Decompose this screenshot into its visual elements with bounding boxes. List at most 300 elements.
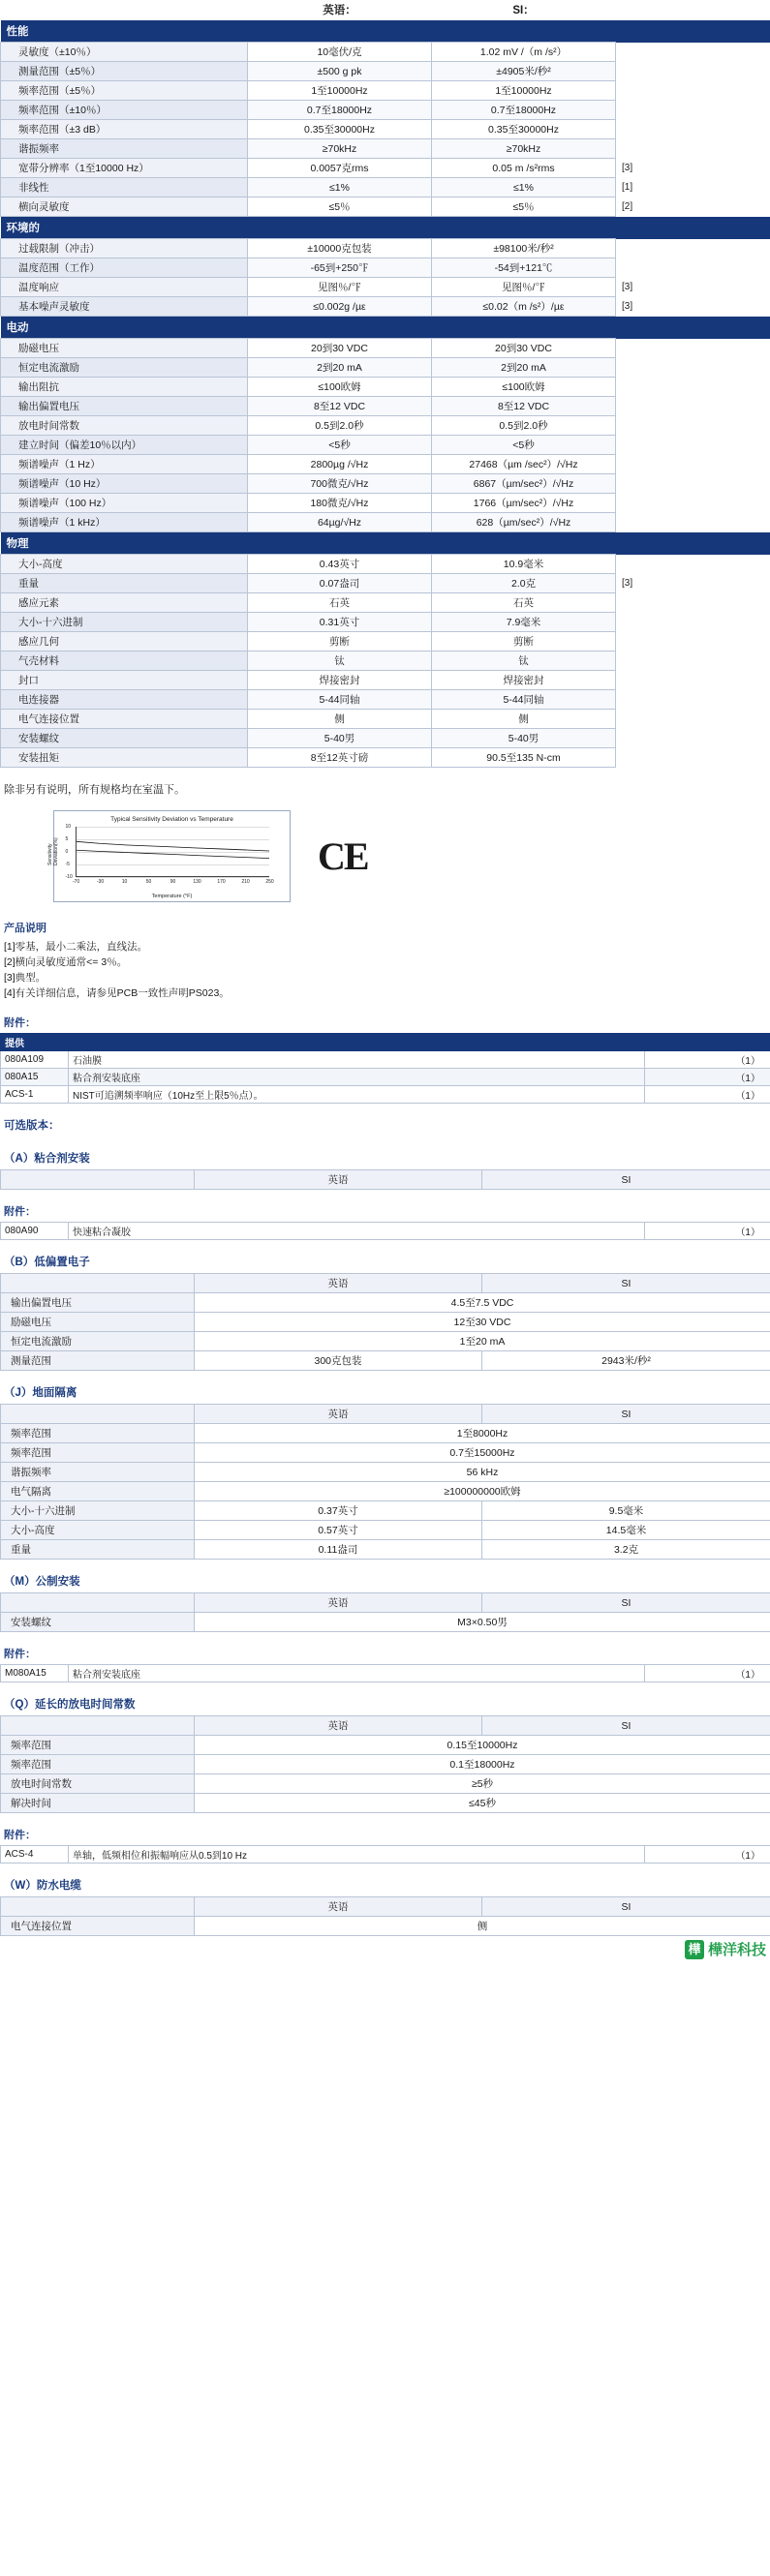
logo-mark-icon: 樺	[685, 1940, 704, 1959]
version-title: （W）防水电缆	[4, 1880, 81, 1892]
spec-row	[1, 239, 770, 258]
version-row-value: 0.7至15000Hz	[195, 1443, 770, 1463]
spec-row-label: 宽带分辨率（1至10000 Hz）	[1, 159, 248, 178]
accessory-quantity: （1）	[645, 1846, 770, 1864]
version-header-blank	[1, 1897, 195, 1917]
version-row-label: 测量范围	[1, 1351, 195, 1371]
header-blank	[1, 0, 248, 20]
spec-row-english: 侧	[248, 710, 432, 729]
version-row	[1, 1613, 770, 1632]
spec-row-note	[616, 378, 770, 397]
version-header-si: SI	[482, 1170, 770, 1190]
spec-row-label: 感应几何	[1, 632, 248, 652]
spec-row-label: 频率范围（±5％）	[1, 81, 248, 101]
spec-row-note	[616, 593, 770, 613]
version-row-value: 12至30 VDC	[195, 1313, 770, 1332]
spec-section-header	[1, 317, 770, 339]
spec-row-label: 过载限制（冲击）	[1, 239, 248, 258]
header-english: 英语：	[248, 0, 432, 20]
version-table	[0, 1896, 770, 1936]
spec-row-label: 气壳材料	[1, 652, 248, 671]
version-row	[1, 1424, 770, 1443]
version-header-row	[1, 1274, 770, 1293]
version-row-label: 恒定电流激励	[1, 1332, 195, 1351]
spec-row-note	[616, 671, 770, 690]
chart-xtick-label: 210	[241, 879, 250, 885]
version-header-english: 英语	[195, 1405, 482, 1424]
spec-row-note	[616, 358, 770, 378]
spec-row-english: ≤1%	[248, 178, 432, 197]
version-row-value: 0.15至10000Hz	[195, 1736, 770, 1755]
room-temperature-note: 除非另有说明，所有规格均在室温下。	[4, 784, 185, 796]
spec-row	[1, 729, 770, 748]
accessory-row	[1, 1051, 770, 1069]
version-row	[1, 1540, 770, 1560]
spec-row	[1, 613, 770, 632]
version-row	[1, 1521, 770, 1540]
spec-row-english: 石英	[248, 593, 432, 613]
chart-ytick-label: 5	[65, 836, 69, 842]
version-title: （Q）延长的放电时间常数	[4, 1699, 136, 1711]
spec-row-si: 1至10000Hz	[432, 81, 616, 101]
version-table	[0, 1273, 770, 1371]
version-header-english: 英语	[195, 1170, 482, 1190]
spec-row-english: 见图％/℉	[248, 278, 432, 297]
spec-row-label: 频谱噪声（100 Hz）	[1, 494, 248, 513]
spec-row-si: 5-44同轴	[432, 690, 616, 710]
version-row-value: 侧	[195, 1917, 770, 1936]
spec-row-note	[616, 339, 770, 358]
chart-xtick-label: 250	[265, 879, 274, 885]
accessory-quantity: （1）	[645, 1069, 770, 1086]
accessory-description: NIST可追溯频率响应（10Hz至上限5％点）。	[69, 1086, 645, 1104]
version-attachments-heading: 附件：	[4, 1830, 36, 1841]
spec-row-si: 焊接密封	[432, 671, 616, 690]
version-row	[1, 1917, 770, 1936]
product-note-item: [3]典型。	[4, 972, 46, 984]
spec-row	[1, 358, 770, 378]
spec-row-note	[616, 710, 770, 729]
spec-row	[1, 120, 770, 139]
accessory-row	[1, 1086, 770, 1104]
version-header-english: 英语	[195, 1274, 482, 1293]
ce-mark-icon: CE	[318, 834, 368, 878]
spec-row-english: 8至12 VDC	[248, 397, 432, 416]
supplied-header-qty	[645, 1034, 770, 1051]
spec-row-label: 电气连接位置	[1, 710, 248, 729]
spec-row-note	[616, 397, 770, 416]
spec-row	[1, 416, 770, 436]
spec-row-note: [3]	[616, 297, 770, 317]
spec-row-english: 0.31英寸	[248, 613, 432, 632]
spec-row-si: ±4905米/秒²	[432, 62, 616, 81]
version-header-row	[1, 1170, 770, 1190]
spec-row-label: 基本噪声灵敏度	[1, 297, 248, 317]
spec-row	[1, 197, 770, 217]
spec-row-si: 0.35至30000Hz	[432, 120, 616, 139]
product-notes-list	[0, 939, 770, 1001]
version-header-blank	[1, 1274, 195, 1293]
version-header-blank	[1, 1405, 195, 1424]
chart-xtick-label: 90	[169, 879, 176, 885]
chart-series-lines	[77, 827, 269, 876]
supplied-header-row	[1, 1034, 770, 1051]
version-row-label: 电气隔离	[1, 1482, 195, 1501]
accessory-code: M080A15	[1, 1665, 69, 1682]
spec-row-note	[616, 652, 770, 671]
temperature-response-chart	[46, 810, 291, 902]
spec-row	[1, 710, 770, 729]
accessory-quantity: （1）	[645, 1086, 770, 1104]
version-header-english: 英语	[195, 1593, 482, 1613]
spec-row	[1, 574, 770, 593]
spec-row-note	[616, 436, 770, 455]
version-row-si: 14.5毫米	[482, 1521, 770, 1540]
version-header-row	[1, 1716, 770, 1736]
version-row	[1, 1755, 770, 1774]
spec-row-si: 0.05 m /s²rms	[432, 159, 616, 178]
version-attachments-table	[0, 1664, 770, 1682]
spec-row	[1, 671, 770, 690]
spec-row-english: ≥70kHz	[248, 139, 432, 159]
spec-row-english: 2到20 mA	[248, 358, 432, 378]
spec-row	[1, 297, 770, 317]
spec-row-english: 剪断	[248, 632, 432, 652]
version-title: （M）公制安装	[4, 1576, 80, 1588]
spec-row	[1, 455, 770, 474]
spec-row-note	[616, 748, 770, 768]
spec-row-english: 180微克/√Hz	[248, 494, 432, 513]
accessory-description: 单轴，低频相位和振幅响应从0.5到10 Hz	[69, 1846, 645, 1864]
spec-row	[1, 178, 770, 197]
spec-row	[1, 436, 770, 455]
spec-row-label: 放电时间常数	[1, 416, 248, 436]
chart-plot-area	[46, 824, 274, 885]
accessory-code: ACS-4	[1, 1846, 69, 1864]
version-header-si: SI	[482, 1716, 770, 1736]
spec-section-header	[1, 217, 770, 239]
spec-row-si: 侧	[432, 710, 616, 729]
spec-row-note	[616, 239, 770, 258]
spec-row-english: 0.35至30000Hz	[248, 120, 432, 139]
spec-row-note: [3]	[616, 159, 770, 178]
spec-row-english: ≤0.002g /µε	[248, 297, 432, 317]
accessory-quantity: （1）	[645, 1665, 770, 1682]
attachments-heading: 附件：	[4, 1017, 36, 1029]
chart-ylabel: Sensitivity Deviation(%)	[46, 837, 59, 865]
spec-row-note	[616, 43, 770, 62]
spec-row-english: 700微克/√Hz	[248, 474, 432, 494]
spec-row-si: 7.9毫米	[432, 613, 616, 632]
spec-row-english: 64µg/√Hz	[248, 513, 432, 532]
version-table	[0, 1404, 770, 1560]
accessory-quantity: （1）	[645, 1223, 770, 1240]
spec-row	[1, 81, 770, 101]
spec-row-si: 20到30 VDC	[432, 339, 616, 358]
logo-text: 樺洋科技	[707, 1943, 766, 1958]
header-notes	[616, 0, 770, 20]
spec-section-title: 性能	[1, 20, 770, 43]
accessory-row	[1, 1665, 770, 1682]
version-row-label: 频率范围	[1, 1443, 195, 1463]
version-attachments-table	[0, 1222, 770, 1240]
accessory-code: 080A15	[1, 1069, 69, 1086]
spec-row-label: 大小-十六进制	[1, 613, 248, 632]
version-header-row	[1, 1593, 770, 1613]
accessory-row	[1, 1846, 770, 1864]
spec-row-english: 5-44同轴	[248, 690, 432, 710]
chart-title: Typical Sensitivity Deviation vs Temperature	[110, 816, 233, 823]
version-header-english: 英语	[195, 1897, 482, 1917]
spec-row-english: ±500 g pk	[248, 62, 432, 81]
specifications-table	[0, 0, 770, 768]
spec-row-note	[616, 62, 770, 81]
accessory-description: 快速粘合凝胶	[69, 1223, 645, 1240]
spec-row-note	[616, 416, 770, 436]
version-header-blank	[1, 1716, 195, 1736]
spec-row-si: 8至12 VDC	[432, 397, 616, 416]
spec-row-label: 频谱噪声（1 kHz）	[1, 513, 248, 532]
spec-row-si: 0.5到2.0秒	[432, 416, 616, 436]
spec-row-english: 0.43英寸	[248, 555, 432, 574]
chart-gridline	[77, 877, 269, 878]
spec-row	[1, 62, 770, 81]
version-row-value: 4.5至7.5 VDC	[195, 1293, 770, 1313]
spec-row-label: 频谱噪声（10 Hz）	[1, 474, 248, 494]
spec-row-note	[616, 474, 770, 494]
version-row	[1, 1482, 770, 1501]
spec-row-english: 2800µg /√Hz	[248, 455, 432, 474]
product-note-item: [1]零基，最小二乘法，直线法。	[4, 941, 148, 953]
spec-row-si: 1766（µm/sec²）/√Hz	[432, 494, 616, 513]
spec-row-english: 20到30 VDC	[248, 339, 432, 358]
version-row-english: 300克包装	[195, 1351, 482, 1371]
spec-row-english: 0.7至18000Hz	[248, 101, 432, 120]
spec-row-note: [3]	[616, 278, 770, 297]
version-row	[1, 1351, 770, 1371]
version-row-label: 重量	[1, 1540, 195, 1560]
version-row-value: ≥100000000欧姆	[195, 1482, 770, 1501]
header-si: SI：	[432, 0, 616, 20]
spec-row-si: 5-40男	[432, 729, 616, 748]
spec-row-note: [2]	[616, 197, 770, 217]
spec-row-label: 恒定电流激励	[1, 358, 248, 378]
spec-row-english: 0.5到2.0秒	[248, 416, 432, 436]
chart-ytick-label: -10	[65, 874, 73, 880]
spec-row-note	[616, 613, 770, 632]
version-row-value: 0.1至18000Hz	[195, 1755, 770, 1774]
version-row-label: 谐振频率	[1, 1463, 195, 1482]
spec-row-label: 灵敏度（±10％）	[1, 43, 248, 62]
spec-row-si: ≤100欧姆	[432, 378, 616, 397]
version-table	[0, 1169, 770, 1190]
chart-ytick-label: 0	[65, 849, 69, 855]
spec-row-note	[616, 690, 770, 710]
version-attachments-heading: 附件：	[4, 1206, 36, 1218]
spec-row-note: [3]	[616, 574, 770, 593]
version-row-english: 0.57英寸	[195, 1521, 482, 1540]
chart-xtick-label: 10	[121, 879, 128, 885]
version-row-label: 大小-高度	[1, 1521, 195, 1540]
spec-row-label: 励磁电压	[1, 339, 248, 358]
version-header-si: SI	[482, 1274, 770, 1293]
supplied-accessories-table	[0, 1033, 770, 1104]
spec-row-label: 温度响应	[1, 278, 248, 297]
footer-logo	[685, 1939, 766, 1959]
version-row	[1, 1332, 770, 1351]
spec-row-note	[616, 632, 770, 652]
spec-row-label: 频谱噪声（1 Hz）	[1, 455, 248, 474]
chart-xtick-label: -30	[96, 879, 105, 885]
spec-row-note	[616, 555, 770, 574]
spec-row-si: ±98100米/秒²	[432, 239, 616, 258]
spec-row-si: 90.5至135 N-cm	[432, 748, 616, 768]
version-row	[1, 1774, 770, 1794]
version-row-label: 解决时间	[1, 1794, 195, 1813]
version-header-si: SI	[482, 1593, 770, 1613]
spec-section-title: 物理	[1, 532, 770, 555]
spec-row-label: 频率范围（±10％）	[1, 101, 248, 120]
spec-row-label: 安装螺纹	[1, 729, 248, 748]
spec-row-note	[616, 101, 770, 120]
supplied-header-desc	[69, 1034, 645, 1051]
spec-row-english: 10毫伏/克	[248, 43, 432, 62]
chart-xlabel: Temperature (°F)	[151, 894, 193, 899]
spec-row-note	[616, 120, 770, 139]
spec-row	[1, 159, 770, 178]
accessory-row	[1, 1223, 770, 1240]
spec-row-note: [1]	[616, 178, 770, 197]
version-row-english: 0.37英寸	[195, 1501, 482, 1521]
accessory-description: 粘合剂安装底座	[69, 1665, 645, 1682]
accessory-description: 石油膜	[69, 1051, 645, 1069]
spec-row-si: 1.02 mV /（m /s²）	[432, 43, 616, 62]
spec-row-english: 焊接密封	[248, 671, 432, 690]
chart-ytick-label: -5	[65, 862, 70, 867]
product-note-item: [2]横向灵敏度通常<= 3％。	[4, 956, 128, 968]
spec-row-note	[616, 513, 770, 532]
version-header-row	[1, 1897, 770, 1917]
spec-section-title: 电动	[1, 317, 770, 339]
spec-row-note	[616, 729, 770, 748]
version-row	[1, 1794, 770, 1813]
spec-row-si: 10.9毫米	[432, 555, 616, 574]
spec-row	[1, 632, 770, 652]
spec-section-header	[1, 20, 770, 43]
spec-row-english: <5秒	[248, 436, 432, 455]
spec-row	[1, 513, 770, 532]
spec-row	[1, 690, 770, 710]
version-row	[1, 1501, 770, 1521]
spec-row-note	[616, 81, 770, 101]
accessory-code: 080A109	[1, 1051, 69, 1069]
version-row-si: 2943米/秒²	[482, 1351, 770, 1371]
chart-xtick-label: -70	[72, 879, 80, 885]
accessory-code: ACS-1	[1, 1086, 69, 1104]
spec-row-english: 5-40男	[248, 729, 432, 748]
spec-row-label: 谐振频率	[1, 139, 248, 159]
spec-row	[1, 258, 770, 278]
version-row-value: 1至8000Hz	[195, 1424, 770, 1443]
version-row	[1, 1463, 770, 1482]
version-table	[0, 1592, 770, 1632]
spec-row	[1, 339, 770, 358]
version-row-label: 输出偏置电压	[1, 1293, 195, 1313]
version-title: （B）低偏置电子	[4, 1257, 90, 1268]
version-header-row	[1, 1405, 770, 1424]
spec-row-si: ≤1%	[432, 178, 616, 197]
chart-xtick-label: 170	[217, 879, 226, 885]
spec-row-si: 2到20 mA	[432, 358, 616, 378]
version-row-label: 频率范围	[1, 1424, 195, 1443]
spec-row-si: ≥70kHz	[432, 139, 616, 159]
spec-row-si: 0.7至18000Hz	[432, 101, 616, 120]
spec-row-label: 输出阻抗	[1, 378, 248, 397]
accessory-row	[1, 1069, 770, 1086]
spec-row	[1, 278, 770, 297]
spec-row-english: ≤5％	[248, 197, 432, 217]
spec-row-note	[616, 139, 770, 159]
version-header-blank	[1, 1170, 195, 1190]
spec-row-si: <5秒	[432, 436, 616, 455]
version-row-label: 励磁电压	[1, 1313, 195, 1332]
version-row	[1, 1293, 770, 1313]
spec-row	[1, 652, 770, 671]
version-row-english: 0.11盎司	[195, 1540, 482, 1560]
chart-xtick-label: 50	[145, 879, 152, 885]
version-table	[0, 1715, 770, 1813]
spec-row-label: 频率范围（±3 dB）	[1, 120, 248, 139]
spec-row-english: -65到+250℉	[248, 258, 432, 278]
spec-row-note	[616, 494, 770, 513]
version-row-label: 频率范围	[1, 1755, 195, 1774]
spec-header-row	[1, 0, 770, 20]
spec-row-label: 输出偏置电压	[1, 397, 248, 416]
spec-row-si: 石英	[432, 593, 616, 613]
version-row	[1, 1313, 770, 1332]
spec-row-note	[616, 258, 770, 278]
spec-row-label: 横向灵敏度	[1, 197, 248, 217]
spec-row-label: 大小-高度	[1, 555, 248, 574]
spec-row-si: 27468（µm /sec²）/√Hz	[432, 455, 616, 474]
spec-section-header	[1, 532, 770, 555]
version-row-si: 9.5毫米	[482, 1501, 770, 1521]
version-attachments-table	[0, 1845, 770, 1864]
spec-row-english: 1至10000Hz	[248, 81, 432, 101]
spec-row-label: 温度范围（工作）	[1, 258, 248, 278]
version-row-label: 大小-十六进制	[1, 1501, 195, 1521]
version-header-si: SI	[482, 1405, 770, 1424]
spec-row-si: 628（µm/sec²）/√Hz	[432, 513, 616, 532]
version-header-english: 英语	[195, 1716, 482, 1736]
version-row-label: 放电时间常数	[1, 1774, 195, 1794]
version-row-value: 56 kHz	[195, 1463, 770, 1482]
product-note-item: [4]有关详细信息，请参见PCB一致性声明PS023。	[4, 987, 230, 999]
accessory-code: 080A90	[1, 1223, 69, 1240]
spec-row-si: -54到+121℃	[432, 258, 616, 278]
spec-row-label: 封口	[1, 671, 248, 690]
spec-row	[1, 474, 770, 494]
accessory-description: 粘合剂安装底座	[69, 1069, 645, 1086]
version-attachments-heading: 附件：	[4, 1649, 36, 1660]
product-notes-heading: 产品说明	[4, 923, 46, 934]
spec-row-label: 安装扭矩	[1, 748, 248, 768]
spec-row-label: 建立时间（偏差10％以内）	[1, 436, 248, 455]
chart-ytick-label: 10	[65, 824, 72, 830]
spec-row-english: 0.0057克rms	[248, 159, 432, 178]
spec-row	[1, 593, 770, 613]
spec-row	[1, 748, 770, 768]
